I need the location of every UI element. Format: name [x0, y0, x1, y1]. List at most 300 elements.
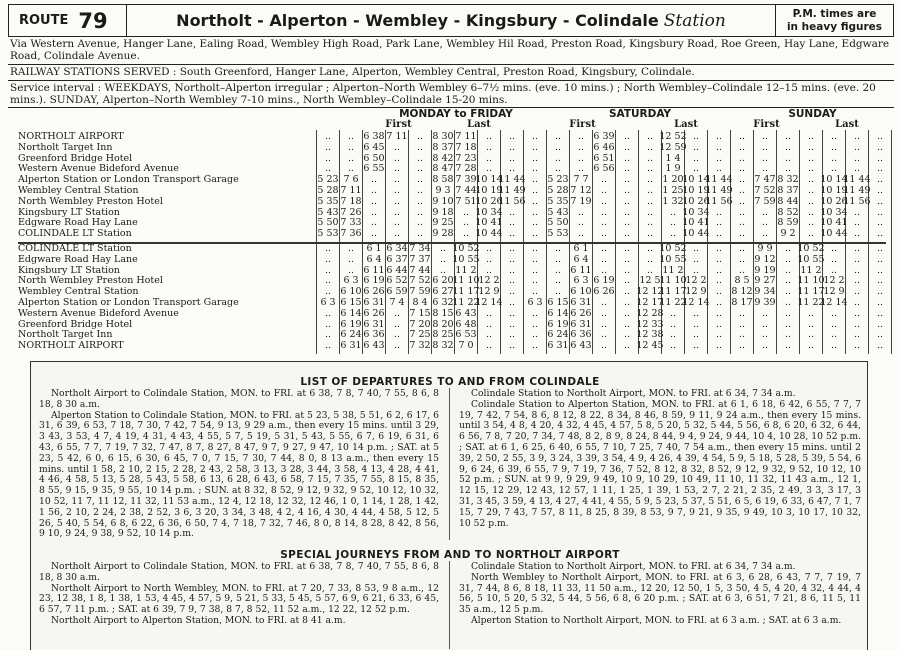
time-cell: 11 10 — [452, 275, 480, 287]
time-cell: 6 34 — [386, 243, 408, 254]
time-cell: 6 31 — [363, 318, 385, 330]
time-cell: 12 9 — [478, 286, 500, 298]
time-cell: 7 51 — [455, 195, 477, 207]
time-cell: .. — [784, 141, 792, 153]
time-cell: .. — [738, 185, 746, 196]
time-cell: .. — [715, 297, 723, 308]
time-cell: .. — [646, 206, 654, 218]
time-cell: .. — [416, 174, 424, 186]
time-cell: .. — [554, 131, 562, 142]
route-title — [127, 5, 775, 36]
time-cell: .. — [508, 318, 516, 330]
time-cell: 6 31 — [363, 297, 385, 308]
time-cell: .. — [324, 329, 332, 341]
time-cell: .. — [692, 243, 700, 254]
time-cell: .. — [761, 141, 769, 153]
time-cell: .. — [646, 228, 654, 240]
time-cell: .. — [876, 152, 884, 164]
time-cell: .. — [531, 307, 539, 319]
time-cell: .. — [646, 185, 654, 196]
time-cell: .. — [554, 243, 562, 254]
stop-name: Wembley Central Station — [18, 287, 139, 298]
time-cell: .. — [416, 131, 424, 142]
time-cell: .. — [462, 228, 470, 240]
time-cell: .. — [554, 286, 562, 298]
time-cell: 7 15 — [409, 307, 431, 319]
time-cell: .. — [669, 228, 677, 240]
time-cell: 10 52 — [797, 243, 825, 254]
paragraph: North Wembley to Northolt Airport, MON. to FRI. at 6 3, 6 28, 6 43, 7 7, 7 19, 7 31, 7 44, 8 6, 8 18, 11 33, 11 50 a.m., 12 20, 12 50, 1 5, 3 50, 4 5, 4 20, 4 32, 4 44, 4 56, 5 10, 5 20, 5 32, 5 44, 5 56, 6 8, 6 20 p.m. ; SAT. at 6 3, 6 51, 7 21, 8 6, 11 5, 11 35 a.m., 12 5 p.m. — [459, 571, 861, 616]
time-cell: 10 19 — [475, 185, 503, 196]
time-cell: .. — [807, 307, 815, 319]
time-cell: 5 50 — [547, 217, 569, 229]
time-cell: 9 3 — [435, 185, 451, 196]
time-cell: 7 11 — [386, 131, 408, 142]
time-cell: .. — [715, 228, 723, 240]
time-cell: .. — [393, 318, 401, 330]
time-cell: 8 58 — [432, 174, 454, 186]
time-cell: .. — [554, 264, 562, 276]
time-cell: 11 10 — [797, 275, 825, 287]
time-cell: .. — [324, 264, 332, 276]
time-cell: 5 35 — [317, 195, 339, 207]
time-cell: 11 17 — [797, 286, 825, 298]
time-cell: .. — [692, 340, 700, 352]
route-label: ROUTE — [19, 13, 69, 28]
time-cell: 6 14 — [547, 307, 569, 319]
time-cell: .. — [692, 131, 700, 142]
time-cell: 9 10 — [432, 195, 454, 207]
time-cell: 5 53 — [317, 228, 339, 240]
time-cell: .. — [577, 228, 585, 240]
time-cell: 9 2 — [780, 228, 796, 240]
time-cell: .. — [393, 141, 401, 153]
time-cell: .. — [508, 264, 516, 276]
time-cell: 6 26 — [363, 286, 385, 298]
timetable-row — [18, 255, 888, 266]
railway-stations: RAILWAY STATIONS SERVED : South Greenford, Hanger Lane, Alperton, Wembley Central, Preston Road, Kingsbury, Colindale. — [10, 66, 695, 78]
time-cell: .. — [324, 141, 332, 153]
time-cell: 6 48 — [455, 318, 477, 330]
time-cell: .. — [807, 340, 815, 352]
time-cell: 6 19 — [593, 275, 615, 287]
time-cell: .. — [876, 131, 884, 142]
time-cell: 12 14 — [475, 297, 503, 308]
time-cell: .. — [784, 163, 792, 175]
time-cell: .. — [600, 206, 608, 218]
time-cell: 6 39 — [593, 131, 615, 142]
time-cell: 12 45 — [636, 340, 664, 352]
time-cell: 12 9 — [685, 286, 707, 298]
time-cell: 8 37 — [777, 185, 799, 196]
sub-header: First — [753, 119, 780, 130]
time-cell: .. — [347, 131, 355, 142]
time-cell: .. — [508, 141, 516, 153]
time-cell: .. — [876, 318, 884, 330]
time-cell: 11 22 — [659, 297, 687, 308]
time-cell: 8 32 — [432, 340, 454, 352]
timetable-row — [18, 229, 888, 240]
time-cell: 11 2 — [455, 264, 477, 276]
time-cell: 6 43 — [363, 340, 385, 352]
time-cell: .. — [531, 243, 539, 254]
time-cell: 10 41 — [475, 217, 503, 229]
time-cell: .. — [531, 195, 539, 207]
time-cell: .. — [876, 206, 884, 218]
time-cell: 8 32 — [777, 174, 799, 186]
time-cell: 11 10 — [659, 275, 687, 287]
time-cell: .. — [807, 318, 815, 330]
time-cell: .. — [853, 217, 861, 229]
time-cell: 11 17 — [452, 286, 480, 298]
time-cell: .. — [347, 253, 355, 265]
time-cell: .. — [761, 152, 769, 164]
service-interval: Service interval : WEEKDAYS, Northolt–Alperton irregular ; Alperton–North Wembley 6–7½ mins. (eve. 10 mins.) ; North Wembley–Colindale 12–15 mins. (eve. 20 mins.). SUNDAY, Alperton–North Wembley 7-10 mins., North Wembley–Colindale 15-20 mins. — [10, 82, 876, 106]
time-cell: 12 38 — [636, 329, 664, 341]
time-cell: .. — [485, 253, 493, 265]
timetable-grid — [18, 108, 888, 355]
time-cell: .. — [600, 228, 608, 240]
stop-name: NORTHOLT AIRPORT — [18, 341, 124, 352]
time-cell: .. — [577, 217, 585, 229]
time-cell: .. — [646, 217, 654, 229]
list-title: LIST OF DEPARTURES TO AND FROM COLINDALE — [300, 376, 600, 388]
time-cell: 7 59 — [754, 195, 776, 207]
stop-name: Edgware Road Hay Lane — [18, 254, 138, 265]
list-right-column — [459, 389, 861, 541]
time-cell: .. — [600, 217, 608, 229]
time-cell: 6 19 — [547, 318, 569, 330]
time-cell: .. — [324, 340, 332, 352]
time-cell: .. — [531, 163, 539, 175]
time-cell: 7 25 — [409, 329, 431, 341]
time-cell: .. — [393, 206, 401, 218]
time-cell: 7 33 — [340, 217, 362, 229]
time-cell: 6 31 — [570, 318, 592, 330]
time-cell: 6 52 — [386, 275, 408, 287]
time-cell: 12 2 — [823, 275, 845, 287]
time-cell: .. — [623, 163, 631, 175]
time-cell: .. — [807, 163, 815, 175]
time-cell: .. — [853, 163, 861, 175]
time-cell: 8 30 — [432, 131, 454, 142]
time-cell: .. — [416, 206, 424, 218]
pm-note-line: in heavy figures — [786, 21, 883, 33]
time-cell: .. — [761, 163, 769, 175]
time-cell: .. — [416, 228, 424, 240]
time-cell: .. — [577, 206, 585, 218]
time-cell: .. — [876, 264, 884, 276]
time-cell: .. — [692, 318, 700, 330]
time-cell: .. — [738, 318, 746, 330]
time-cell: .. — [646, 253, 654, 265]
time-cell: 1 9 — [665, 163, 681, 175]
time-cell: .. — [324, 307, 332, 319]
time-cell: .. — [531, 206, 539, 218]
time-cell: .. — [807, 195, 815, 207]
stop-name: Kingsbury LT Station — [18, 207, 120, 218]
time-cell: .. — [715, 131, 723, 142]
pm-note — [775, 5, 893, 36]
time-cell: .. — [738, 206, 746, 218]
time-cell: .. — [715, 217, 723, 229]
time-cell: .. — [623, 141, 631, 153]
time-cell: .. — [623, 152, 631, 164]
time-cell: .. — [600, 185, 608, 196]
time-cell: 10 34 — [682, 206, 710, 218]
time-cell: .. — [669, 340, 677, 352]
time-cell: .. — [830, 243, 838, 254]
time-cell: .. — [738, 243, 746, 254]
time-cell: 12 2 — [478, 275, 500, 287]
time-cell: .. — [416, 185, 424, 196]
time-cell: 8 4 — [412, 297, 428, 308]
time-cell: 6 24 — [547, 329, 569, 341]
time-cell: .. — [324, 253, 332, 265]
time-cell: .. — [853, 152, 861, 164]
time-cell: 8 15 — [432, 307, 454, 319]
paragraph: Northolt Airport to Colindale Station, MON. to FRI. at 6 38, 7 8, 7 40, 7 55, 8 6, 8 18, 8 30 a.m. — [39, 389, 439, 410]
time-cell: 11 22 — [797, 297, 825, 308]
time-cell: .. — [876, 329, 884, 341]
time-cell: .. — [715, 307, 723, 319]
time-cell: .. — [416, 195, 424, 207]
time-cell: 11 49 — [705, 185, 733, 196]
time-cell: 7 39 — [455, 174, 477, 186]
time-cell: 11 49 — [843, 185, 871, 196]
stop-name: Edgware Road Hay Lane — [18, 218, 138, 229]
time-cell: 12 5 — [639, 275, 661, 287]
time-cell: .. — [784, 131, 792, 142]
time-cell: 10 55 — [797, 253, 825, 265]
time-cell: .. — [853, 329, 861, 341]
time-cell: .. — [508, 286, 516, 298]
paragraph: Colindale Station to Northolt Airport, MON. to FRI. at 6 34, 7 34 a.m. — [471, 562, 796, 572]
time-cell: .. — [784, 152, 792, 164]
time-cell: 6 26 — [593, 286, 615, 298]
time-cell: 10 26 — [682, 195, 710, 207]
time-cell: 1 25 — [662, 185, 684, 196]
time-cell: 6 26 — [570, 307, 592, 319]
time-cell: .. — [830, 253, 838, 265]
time-cell: .. — [830, 264, 838, 276]
time-cell: .. — [830, 141, 838, 153]
time-cell: .. — [623, 329, 631, 341]
time-cell: 6 19 — [340, 318, 362, 330]
time-cell: 10 55 — [452, 253, 480, 265]
time-cell: .. — [623, 275, 631, 287]
time-cell: .. — [347, 152, 355, 164]
time-cell: 8 42 — [432, 152, 454, 164]
time-cell: .. — [646, 163, 654, 175]
time-cell: 6 43 — [455, 307, 477, 319]
time-cell: 12 2 — [685, 275, 707, 287]
time-cell: .. — [623, 195, 631, 207]
stop-name: COLINDALE LT Station — [18, 229, 132, 240]
via-text: Via Western Avenue, Hanger Lane, Ealing Road, Wembley High Road, Park Lane, Wembley Hil Road, Preston Road, Kingsbury Road, Roe Green, Hay Lane, Edgware Road, Colindale Avenue. — [10, 38, 890, 62]
time-cell: .. — [508, 340, 516, 352]
time-cell: .. — [876, 286, 884, 298]
time-cell: .. — [531, 340, 539, 352]
time-cell: .. — [853, 286, 861, 298]
time-cell: .. — [715, 318, 723, 330]
stop-name: COLINDALE LT Station — [18, 244, 132, 254]
time-cell: 9 19 — [754, 264, 776, 276]
time-cell: .. — [600, 318, 608, 330]
time-cell: 6 45 — [363, 141, 385, 153]
time-cell: .. — [876, 217, 884, 229]
route-title-text: Northolt - Alperton - Wembley - Kingsbury - Colindale — [176, 11, 659, 30]
time-cell: .. — [370, 206, 378, 218]
time-cell: .. — [531, 185, 539, 196]
time-cell: 8 20 — [432, 318, 454, 330]
time-cell: .. — [416, 141, 424, 153]
time-cell: 10 52 — [452, 243, 480, 254]
time-cell: .. — [485, 318, 493, 330]
time-cell: 11 44 — [705, 174, 733, 186]
time-cell: 9 12 — [754, 253, 776, 265]
time-cell: 10 55 — [659, 253, 687, 265]
time-cell: .. — [761, 307, 769, 319]
time-cell: .. — [508, 228, 516, 240]
timetable-row — [18, 143, 888, 154]
time-cell: .. — [531, 329, 539, 341]
time-cell: .. — [761, 340, 769, 352]
time-cell: .. — [485, 131, 493, 142]
time-cell: .. — [554, 141, 562, 153]
time-cell: .. — [876, 163, 884, 175]
time-cell: 11 56 — [705, 195, 733, 207]
time-cell: .. — [531, 217, 539, 229]
time-cell: .. — [393, 185, 401, 196]
time-cell: .. — [623, 318, 631, 330]
time-cell: .. — [554, 275, 562, 287]
time-cell: .. — [577, 163, 585, 175]
stop-name: Northolt Target Inn — [18, 142, 113, 153]
time-cell: 6 3 — [527, 297, 543, 308]
time-cell: 12 59 — [659, 141, 687, 153]
time-cell: .. — [531, 264, 539, 276]
time-cell: .. — [393, 228, 401, 240]
time-cell: 7 26 — [340, 206, 362, 218]
time-cell: .. — [669, 329, 677, 341]
stop-name: Greenford Bridge Hotel — [18, 319, 133, 330]
time-cell: 7 18 — [340, 195, 362, 207]
time-cell: .. — [508, 152, 516, 164]
time-cell: .. — [485, 264, 493, 276]
time-cell: 7 52 — [409, 275, 431, 287]
time-cell: .. — [761, 228, 769, 240]
time-cell: .. — [807, 217, 815, 229]
time-cell: .. — [600, 340, 608, 352]
time-cell: 6 43 — [570, 340, 592, 352]
time-cell: 1 32 — [662, 195, 684, 207]
time-cell: 7 23 — [455, 152, 477, 164]
time-cell: .. — [715, 275, 723, 287]
time-cell: .. — [784, 286, 792, 298]
time-cell: 9 34 — [754, 286, 776, 298]
time-cell: 8 37 — [432, 141, 454, 153]
time-cell: .. — [577, 152, 585, 164]
time-cell: .. — [784, 318, 792, 330]
time-cell: 6 44 — [386, 264, 408, 276]
time-cell: 6 15 — [340, 297, 362, 308]
time-cell: 8 59 — [777, 217, 799, 229]
time-cell: .. — [508, 163, 516, 175]
paragraph: Alperton Station to Colindale Station, MON. to FRI. at 5 23, 5 38, 5 51, 6 2, 6 17, 6 31, 6 39, 6 53, 7 18, 7 30, 7 42, 7 54, 9 13, 9 29 a.m., then every 15 mins. until 3 29, 3 43, 3 53, 4 7, 4 19, 4 31, 4 43, 4 55, 5 7, 5 19, 5 31, 5 43, 5 55, 6 7, 6 19, 6 31, 6 43, 6 55, 7 7, 7 19, 7 32, 7 47, 8 7, 8 27, 8 47, 9 7, 9 27, 9 47, 10 14 p.m. ; SAT. at 5 23, 5 42, 6 0, 6 15, 6 30, 6 45, 7 0, 7 15, 7 30, 7 44, 8 0, 8 13 a.m., then every 15 mins. until 1 58, 2 10, 2 15, 2 28, 2 43, 2 58, 3 13, 3 28, 3 44, 3 58, 4 13, 4 28, 4 41, 4 46, 4 58, 5 13, 5 28, 5 43, 5 58, 6 13, 6 28, 6 43, 6 58, 7 15, 7 35, 7 55, 8 15, 8 35, 8 55, 9 15, 9 35, 9 55, 10 14 p.m. ; SUN. at 8 32, 8 52, 9 12, 9 32, 9 52, 10 12, 10 32, 10 52, 11 7, 11 12, 11 32, 11 53 a.m., 12 4, 12 18, 12 32, 12 46, 1 0, 1 14, 1 28, 1 42, 1 56, 2 10, 2 24, 2 38, 2 52, 3 6, 3 20, 3 34, 3 48, 4 2, 4 16, 4 30, 4 44, 4 58, 5 12, 5 26, 5 40, 5 54, 6 8, 6 22, 6 36, 6 50, 7 4, 7 18, 7 32, 7 46, 8 0, 8 14, 8 28, 8 42, 8 56, 9 10, 9 24, 9 38, 9 52, 10 14 p.m. — [39, 409, 439, 540]
time-cell: 10 41 — [820, 217, 848, 229]
time-cell: .. — [807, 141, 815, 153]
time-cell: 10 34 — [475, 206, 503, 218]
time-cell: .. — [876, 174, 884, 186]
time-cell: .. — [876, 297, 884, 308]
time-cell: .. — [853, 318, 861, 330]
time-cell: .. — [784, 297, 792, 308]
list-left-column — [39, 389, 439, 541]
time-cell: 6 31 — [570, 297, 592, 308]
time-cell: .. — [646, 195, 654, 207]
time-cell: .. — [830, 307, 838, 319]
stop-name: Northolt Target Inn — [18, 330, 113, 341]
time-cell: .. — [761, 318, 769, 330]
time-cell: .. — [347, 163, 355, 175]
paragraph: Northolt Airport to Colindale Station, MON. to FRI. at 6 38, 7 8, 7 40, 7 55, 8 6, 8 18, 8 30 a.m. — [39, 562, 439, 583]
time-cell: 6 32 — [432, 297, 454, 308]
time-cell: .. — [531, 174, 539, 186]
time-cell: .. — [830, 318, 838, 330]
special-left-column — [39, 562, 439, 650]
time-cell: .. — [324, 131, 332, 142]
paragraph: Colindale Station to Alperton Station, MON. to FRI. at 6 1, 6 18, 6 42, 6 55, 7 7, 7 19, 7 42, 7 54, 8 6, 8 12, 8 22, 8 34, 8 46, 8 59, 9 11, 9 24 a.m., then every 15 mins. until 3 54, 4 8, 4 20, 4 32, 4 45, 4 57, 5 8, 5 20, 5 32, 5 44, 5 56, 6 8, 6 20, 6 32, 6 44, 6 56, 7 8, 7 20, 7 34, 7 48, 8 2, 8 9, 8 24, 8 44, 9 4, 9 24, 9 44, 10 4, 10 28, 10 52 p.m. ; SAT. at 6 1, 6 25, 6 40, 6 55, 7 10, 7 25, 7 40, 7 54 a.m., then every 15 mins. until 2 39, 2 50, 2 55, 3 9, 3 24, 3 39, 3 54, 4 9, 4 26, 4 39, 4 54, 5 9, 5 18, 5 28, 5 39, 5 54, 6 9, 6 24, 6 39, 6 55, 7 9, 7 19, 7 36, 7 52, 8 12, 8 32, 8 52, 9 12, 9 32, 9 52, 10 12, 10 52 p.m. ; SUN. at 9 9, 9 29, 9 49, 10 9, 10 29, 10 49, 11 10, 11 32, 11 43 a.m., 12 1, 12 15, 12 29, 12 43, 12 57, 1 11, 1 25, 1 39, 1 53, 2 7, 2 21, 2 35, 2 49, 3 3, 3 17, 3 31, 3 45, 3 59, 4 13, 4 27, 4 41, 4 55, 5 9, 5 23, 5 37, 5 51, 6 5, 6 19, 6 33, 6 47, 7 1, 7 15, 7 29, 7 43, 7 57, 8 11, 8 25, 8 39, 8 53, 9 7, 9 21, 9 35, 9 49, 10 3, 10 17, 10 32, 10 52 p.m. — [459, 398, 861, 529]
route-title-station: Station — [663, 10, 726, 31]
time-cell: .. — [416, 217, 424, 229]
time-cell: 8 44 — [777, 195, 799, 207]
time-cell: .. — [416, 163, 424, 175]
time-cell: .. — [738, 195, 746, 207]
time-cell: .. — [600, 307, 608, 319]
time-cell: 6 11 — [363, 264, 385, 276]
time-cell: .. — [692, 264, 700, 276]
time-cell: .. — [853, 243, 861, 254]
time-cell: .. — [784, 340, 792, 352]
time-cell: .. — [830, 152, 838, 164]
time-cell: 6 46 — [593, 141, 615, 153]
time-cell: 12 52 — [659, 131, 687, 142]
time-cell: .. — [853, 307, 861, 319]
time-cell: .. — [853, 206, 861, 218]
time-cell: .. — [784, 275, 792, 287]
time-cell: 12 9 — [823, 286, 845, 298]
time-cell: 6 20 — [432, 275, 454, 287]
time-cell: 6 3 — [320, 297, 336, 308]
time-cell: .. — [623, 228, 631, 240]
time-cell: .. — [738, 174, 746, 186]
time-cell: .. — [393, 174, 401, 186]
time-cell: 9 9 — [757, 243, 773, 254]
time-cell: 5 28 — [547, 185, 569, 196]
column-divider — [449, 388, 450, 540]
route-box — [9, 5, 127, 36]
time-cell: 6 1 — [573, 243, 589, 254]
time-cell: 6 55 — [363, 163, 385, 175]
time-cell: .. — [531, 253, 539, 265]
time-cell: 6 10 — [570, 286, 592, 298]
time-cell: .. — [807, 131, 815, 142]
time-cell: .. — [347, 141, 355, 153]
time-cell: .. — [807, 174, 815, 186]
departures-panel — [30, 361, 868, 650]
route-number: 79 — [78, 8, 108, 33]
